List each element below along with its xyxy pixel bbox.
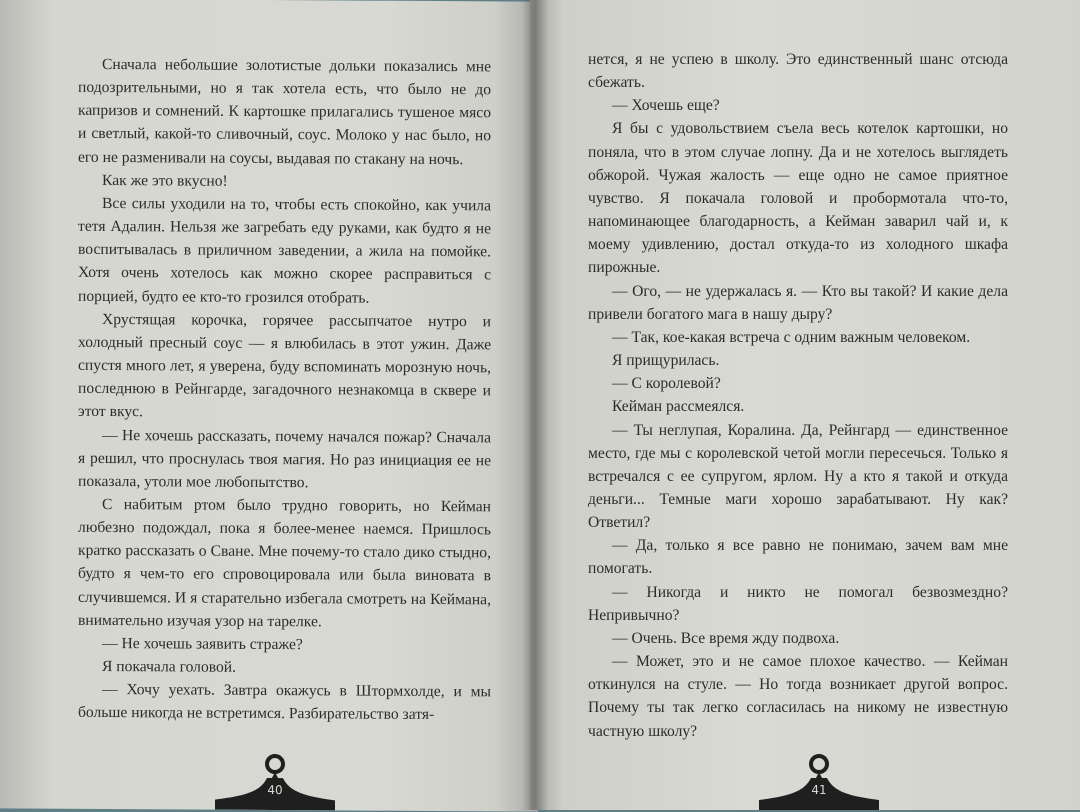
book-gutter [522,0,548,810]
paragraph: Сначала небольшие золотистые дольки показались мне подозрительными, но я так хотела есть, что было не до капризов и сомнений. К картошке прилагались тушеное мясо и светлый, какой-то сливочный, соус. Молоко у нас было, но его не разменивали на соусы, выдавая по стакану на ночь. [78,55,491,168]
paragraph: Как же это вкусно! [102,171,228,190]
paragraph: Я прищурилась. [612,352,720,370]
paragraph: — Ого, — не удержалась я. — Кто вы такой? И какие дела привели богатого мага в нашу дыру? [588,282,1008,323]
page-number-ornament [215,752,335,811]
paragraph: — Не хочешь рассказать, почему начался пожар? Сначала я решил, что проснулась твоя магия. Но раз инициация ее не показала, утоли мое любопытство. [78,426,491,492]
paragraph: — Так, кое-какая встреча с одним важным человеком. [612,328,971,346]
paragraph: Кейман рассмеялся. [612,398,745,416]
paragraph: Я покачала головой. [102,658,237,676]
paragraph: нется, я не успею в школу. Это единственный шанс отсюда сбежать. [588,51,1008,92]
ornament-icon [215,752,335,811]
paragraph: С набитым ртом было трудно говорить, но Кейман любезно подождал, пока я более-менее наемся. Пришлось кратко рассказать о Сване. Мне почему-то стало дико стыдно, будто я чем-то его спровоцировала или была виновата в случившемся. И я старательно избегала смотреть на Кеймана, внимательно изучая узор на тарелке. [78,495,491,631]
paragraph: — Хочу уехать. Завтра окажусь в Штормхолде, и мы больше никогда не встретимся. Разбирательство затя- [78,681,491,724]
paragraph: — Может, это и не самое плохое качество. — Кейман откинулся на стуле. — Но тогда возникает другой вопрос. Почему ты так легко согласилась на никому не известную частную школу? [588,653,1008,740]
page-number-ornament [759,752,879,810]
right-page [530,0,1080,810]
paragraph: Все силы уходили на то, чтобы есть спокойно, как учила тетя Адалин. Нельзя же загребать еду руками, как будто я не воспитывалась в приличном заведении, а жила на помойке. Хотя очень хотелось как можно скорее расправиться с порцией, будто ее кто-то грозился отобрать. [78,194,491,307]
right-page-text [588,48,1008,743]
paragraph: — Да, только я все равно не понимаю, зачем вам мне помогать. [588,537,1008,578]
paragraph: — Никогда и никто не помогал безвозмездно? Непривычно? [588,583,1008,624]
ornament-icon [759,752,879,810]
paragraph: Хрустящая корочка, горячее рассыпчатое нутро и холодный пресный соус — я влюбилась в этот ужин. Даже спустя много лет, я уверена, буду вспоминать морозную ночь, последнюю в Рейнгарде, загадочного незнакомца в сквере и этот вкус. [78,310,491,421]
paragraph: — Хочешь еще? [612,97,720,115]
paragraph: — Очень. Все время жду подвоха. [612,629,840,647]
page-number: 40 [267,782,283,798]
page-number: 41 [811,783,827,797]
left-page-text [78,53,491,727]
paragraph: — Не хочешь заявить страже? [102,634,303,654]
left-page [0,0,538,812]
paragraph: Я бы с удовольствием съела весь котелок картошки, но поняла, что в этом случае лопну. Да и не хотелось выглядеть обжорой. Чужая жалость — еще одно не самое приятное чувство. Я покачала головой и пробормотала что-то, напоминающее благодарность, а Кейман заварил чай и, к моему удивлению, достал откуда-то из холодного шкафа пирожные. [588,120,1008,277]
paragraph: — С королевой? [612,375,721,393]
paragraph: — Ты неглупая, Коралина. Да, Рейнгард — единственное место, где мы с королевской четой могли пересечься. Только я встречался с ее супругом, ярлом. Ну а кто я такой и откуда деньги... Темные маги хорошо зарабатывают. Ну как? Ответил? [588,421,1008,532]
